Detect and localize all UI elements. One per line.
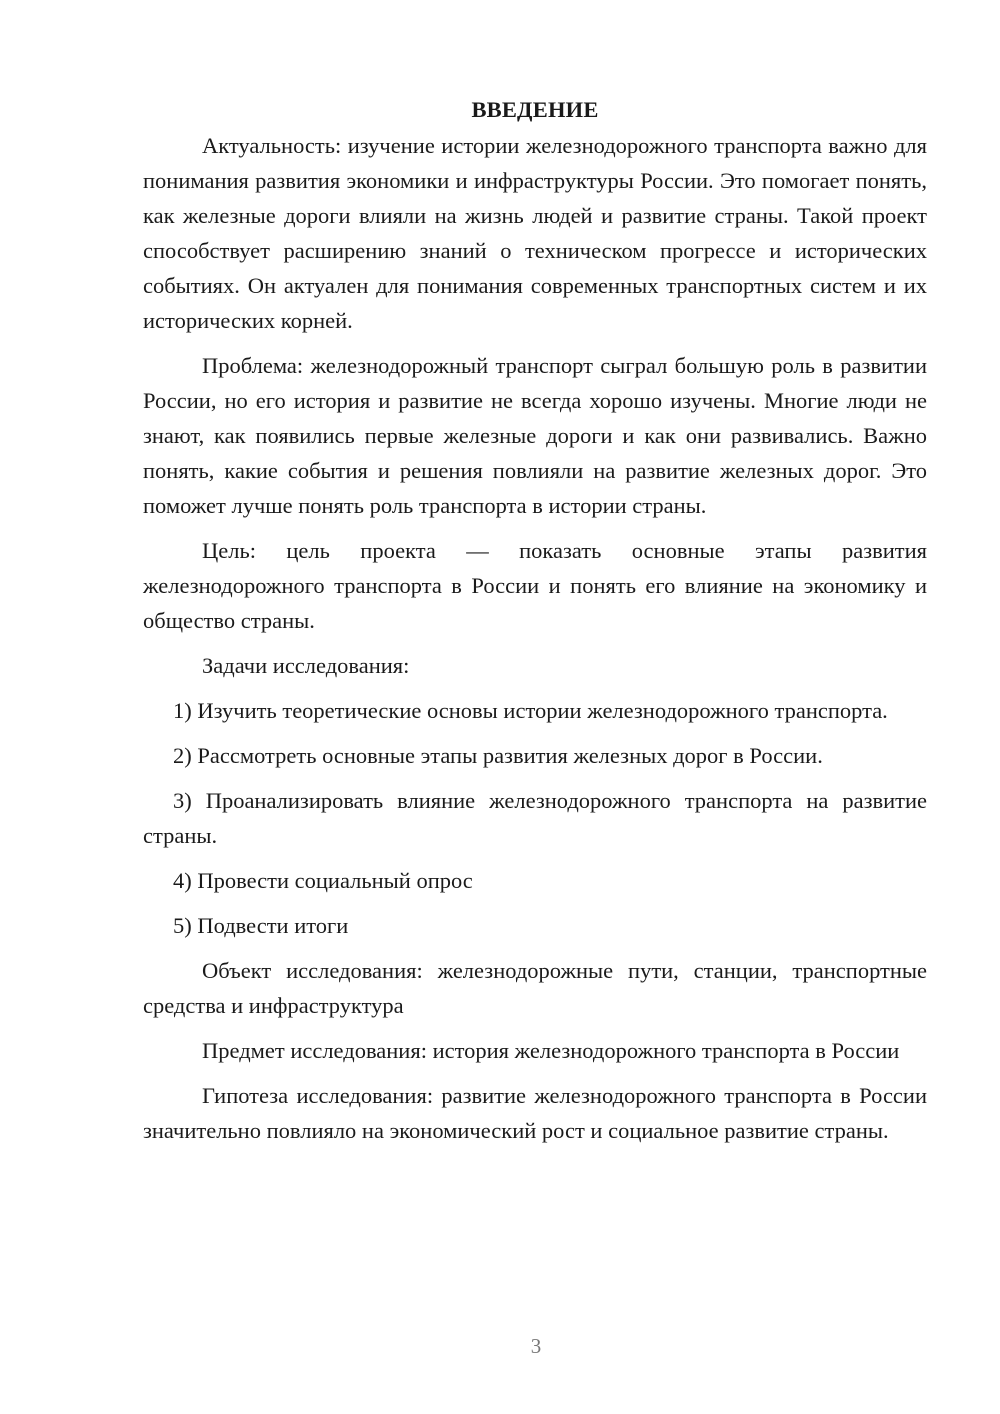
- problem-paragraph: Проблема: железнодорожный транспорт сыграл большую роль в развитии России, но его история и развитие не всегда хорошо изучены. Многие люди не знают, как появились первые железные дороги и как они развивались. Важно понять, какие события и решения повлияли на развитие железных дорог. Это поможет лучше понять роль транспорта в истории страны.: [143, 353, 927, 518]
- task-item-1: 1) Изучить теоретические основы истории железнодорожного транспорта.: [173, 698, 888, 723]
- goal-paragraph: Цель: цель проекта — показать основные этапы развития железнодорожного транспорта в России и понять его влияние на экономику и общество страны.: [143, 538, 927, 633]
- subject-paragraph: Предмет исследования: история железнодорожного транспорта в России: [202, 1038, 900, 1063]
- object-paragraph: Объект исследования: железнодорожные пути, станции, транспортные средства и инфраструктура: [143, 958, 927, 1018]
- task-item-2: 2) Рассмотреть основные этапы развития железных дорог в России.: [173, 743, 823, 768]
- task-item-3: 3) Проанализировать влияние железнодорожного транспорта на развитие страны.: [143, 788, 927, 848]
- relevance-paragraph: Актуальность: изучение истории железнодорожного транспорта важно для понимания развития экономики и инфраструктуры России. Это помогает понять, как железные дороги влияли на жизнь людей и развитие страны. Такой проект способствует расширению знаний о техническом прогрессе и исторических событиях. Он актуален для понимания современных транспортных систем и их исторических корней.: [143, 133, 927, 333]
- hypothesis-paragraph: Гипотеза исследования: развитие железнодорожного транспорта в России значительно повлияло на экономический рост и социальное развитие страны.: [143, 1083, 927, 1143]
- task-item-5: 5) Подвести итоги: [173, 913, 349, 938]
- document-body: [143, 92, 927, 1158]
- section-heading: ВВЕДЕНИЕ: [471, 97, 599, 122]
- task-item-4: 4) Провести социальный опрос: [173, 868, 473, 893]
- page-number: 3: [530, 1334, 542, 1358]
- tasks-heading: Задачи исследования:: [202, 653, 410, 678]
